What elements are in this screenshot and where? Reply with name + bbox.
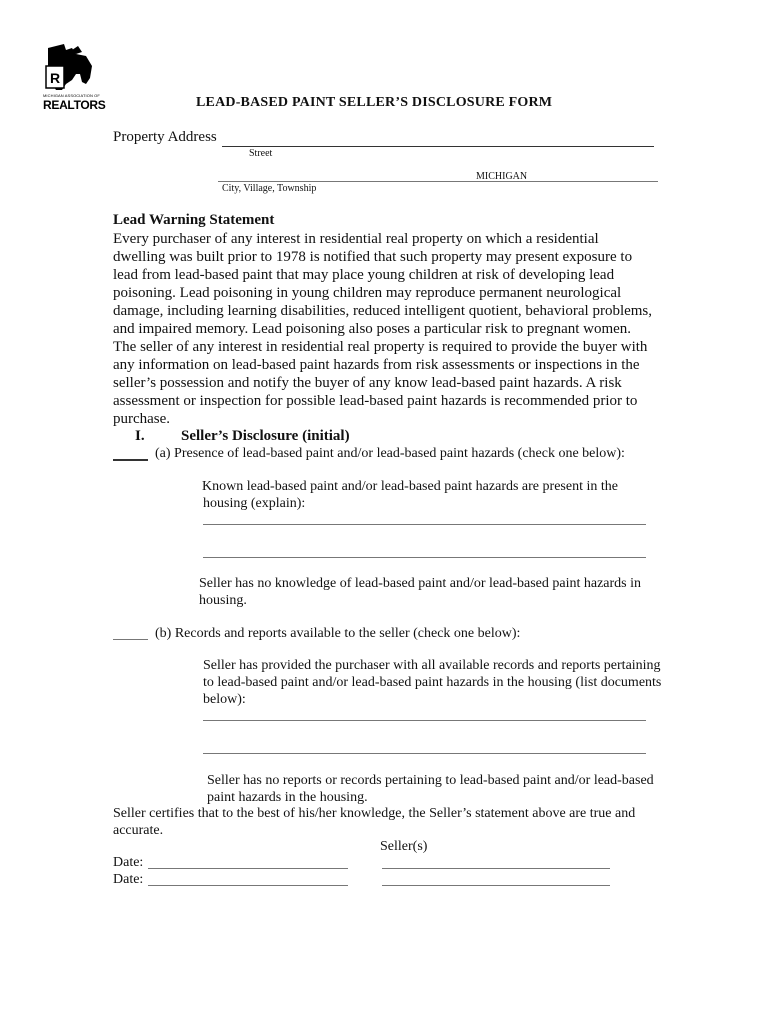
warning-line: Every purchaser of any interest in residential real property on which a residential bbox=[113, 231, 599, 247]
explain-line-1[interactable] bbox=[203, 524, 646, 525]
option-a2-text bbox=[199, 575, 641, 609]
option-line: Seller has no reports or records pertaining to lead-based paint and/or lead-based bbox=[207, 773, 654, 788]
warning-line: lead from lead-based paint that may place young children at risk of developing lead bbox=[113, 267, 615, 283]
date-label-2: Date: bbox=[113, 872, 144, 887]
property-address-street-field[interactable] bbox=[222, 146, 654, 147]
seller-signature-1[interactable] bbox=[382, 868, 610, 869]
warning-line: assessment or inspection for possible lead-based paint hazards is recommended prior to bbox=[113, 393, 638, 409]
explain-line-2[interactable] bbox=[203, 557, 646, 558]
option-line: to lead-based paint and/or lead-based paint hazards in the housing (list documents bbox=[203, 675, 662, 690]
option-a1-text bbox=[202, 478, 618, 512]
street-caption: Street bbox=[249, 148, 273, 159]
option-line: housing. bbox=[199, 593, 247, 608]
documents-line-1[interactable] bbox=[203, 720, 646, 721]
option-line: Known lead-based paint and/or lead-based paint hazards are present in the bbox=[202, 479, 618, 494]
option-line: paint hazards in the housing. bbox=[207, 790, 368, 805]
warning-heading: Lead Warning Statement bbox=[113, 212, 275, 228]
date-field-1[interactable] bbox=[148, 868, 348, 869]
warning-line: poisoning. Lead poisoning in young children may reproduce permanent neurological bbox=[113, 285, 622, 301]
state-caption: MICHIGAN bbox=[476, 171, 528, 182]
option-line: Seller has provided the purchaser with all available records and reports pertaining bbox=[203, 658, 661, 673]
city-caption: City, Village, Township bbox=[222, 183, 317, 194]
option-b1-text bbox=[203, 657, 661, 708]
section-title: Seller’s Disclosure (initial) bbox=[181, 428, 350, 444]
warning-line: purchase. bbox=[113, 411, 171, 427]
certification-text bbox=[113, 805, 635, 839]
initial-field-a[interactable] bbox=[113, 459, 148, 461]
option-line: Seller has no knowledge of lead-based paint and/or lead-based paint hazards in bbox=[199, 576, 642, 591]
option-b2-text bbox=[207, 772, 654, 806]
warning-line: dwelling was built prior to 1978 is notified that such property may present exposure to bbox=[113, 249, 633, 265]
question-a-label: (a) Presence of lead-based paint and/or lead-based paint hazards (check one below): bbox=[155, 446, 625, 461]
warning-line: damage, including learning disabilities, reduced intelligent quotient, behavioral problems, bbox=[113, 303, 653, 319]
warning-line: and impaired memory. Lead poisoning also poses a particular risk to pregnant women. bbox=[113, 321, 632, 337]
logo-org-word: REALTORS bbox=[43, 98, 106, 112]
warning-paragraph bbox=[113, 230, 673, 428]
warning-line: seller’s possession and notify the buyer of any know lead-based paint hazards. A risk bbox=[113, 375, 622, 391]
warning-line: The seller of any interest in residential real property is required to provide the buyer with bbox=[113, 339, 648, 355]
property-address-city-field[interactable] bbox=[218, 181, 658, 182]
documents-line-2[interactable] bbox=[203, 753, 646, 754]
svg-text:R: R bbox=[50, 70, 61, 86]
certify-line: accurate. bbox=[113, 823, 164, 838]
seller-signature-2[interactable] bbox=[382, 885, 610, 886]
section-number: I. bbox=[135, 428, 145, 444]
option-line: housing (explain): bbox=[203, 496, 306, 511]
sellers-label: Seller(s) bbox=[380, 839, 428, 854]
property-address-label: Property Address bbox=[113, 129, 217, 145]
question-b-label: (b) Records and reports available to the seller (check one below): bbox=[155, 626, 521, 641]
initial-field-b[interactable] bbox=[113, 639, 148, 640]
certify-line: Seller certifies that to the best of his/her knowledge, the Seller’s statement above are true and bbox=[113, 806, 636, 821]
logo-org-small: MICHIGAN ASSOCIATION OF bbox=[43, 93, 100, 98]
warning-line: any information on lead-based paint hazards from risk assessments or inspections in the bbox=[113, 357, 640, 373]
date-field-2[interactable] bbox=[148, 885, 348, 886]
option-line: below): bbox=[203, 692, 246, 707]
date-label-1: Date: bbox=[113, 855, 144, 870]
form-title: LEAD-BASED PAINT SELLER’S DISCLOSURE FORM bbox=[196, 95, 553, 110]
